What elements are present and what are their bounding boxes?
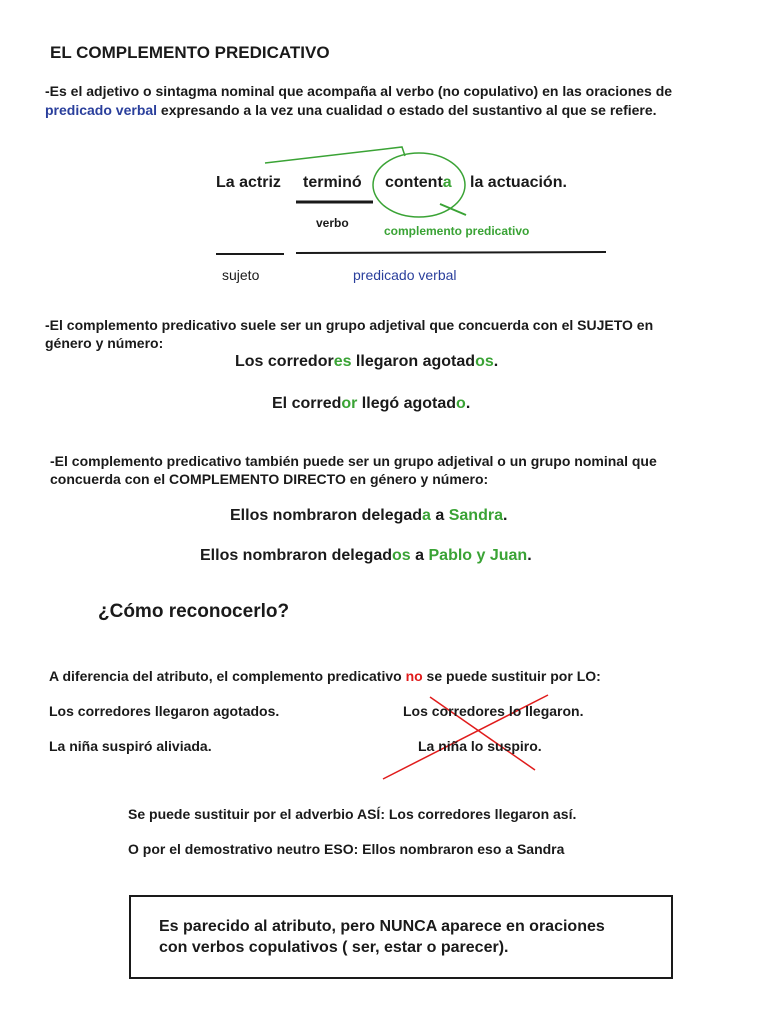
how-heading: ¿Cómo reconocerlo? — [98, 601, 290, 622]
example-left-1: Los corredores llegaron agotados. — [49, 703, 280, 719]
diagram-label-sujeto: sujeto — [222, 267, 260, 283]
object-line-2: concuerda con el COMPLEMENTO DIRECTO en género y número: — [50, 471, 489, 487]
subject-example-2: El corredor llegó agotado. — [272, 395, 471, 412]
diagram-word-object: la actuación. — [470, 174, 567, 191]
diagram-label-predicado: predicado verbal — [353, 267, 457, 283]
predicative-stem: content — [385, 174, 443, 191]
predicado-underline — [296, 252, 606, 253]
definition-highlight: predicado verbal — [45, 102, 158, 118]
subject-line-2: género y número: — [45, 335, 164, 351]
page-title: EL COMPLEMENTO PREDICATIVO — [50, 43, 330, 62]
definition-rest: expresando a la vez una cualidad o estado del sustantivo al que se refiere. — [157, 102, 657, 118]
substitution-asi: Se puede sustituir por el adverbio ASÍ: Los corredores llegaron así. — [128, 806, 577, 822]
example-left-2: La niña suspiró aliviada. — [49, 738, 212, 754]
example-right-1: Los corredores lo llegaron. — [403, 703, 584, 719]
note-line-2: con verbos copulativos ( ser, estar o parecer). — [159, 939, 509, 956]
diagram-word-verb: terminó — [303, 174, 362, 191]
example-right-2: La niña lo suspiro. — [418, 738, 542, 754]
subject-example-1: Los corredores llegaron agotados. — [235, 353, 499, 370]
diagram-word-subject: La actriz — [216, 174, 281, 191]
predicative-ending: a — [442, 174, 452, 191]
note-box — [129, 895, 673, 979]
how-intro: A diferencia del atributo, el complemento predicativo no se puede sustituir por LO: — [49, 668, 601, 684]
object-example-1: Ellos nombraron delegada a Sandra. — [230, 507, 508, 524]
note-line-1: Es parecido al atributo, pero NUNCA aparece en oraciones — [159, 918, 605, 935]
note-text — [159, 916, 605, 958]
subject-line-1: -El complemento predicativo suele ser un grupo adjetival que concuerda con el SUJETO en — [45, 317, 654, 333]
object-example-2: Ellos nombraron delegados a Pablo y Juan. — [200, 547, 532, 564]
predicative-circle — [373, 153, 465, 217]
diagram-label-complemento: complemento predicativo — [384, 224, 530, 238]
substitution-eso: O por el demostrativo neutro ESO: Ellos nombraron eso a Sandra — [128, 841, 565, 857]
definition-line-1: -Es el adjetivo o sintagma nominal que acompaña al verbo (no copulativo) en las oraciones de — [45, 83, 673, 99]
agreement-link — [265, 147, 405, 163]
object-line-1: -El complemento predicativo también puede ser un grupo adjetival o un grupo nominal que — [50, 453, 657, 469]
diagram-label-verbo: verbo — [316, 216, 349, 230]
